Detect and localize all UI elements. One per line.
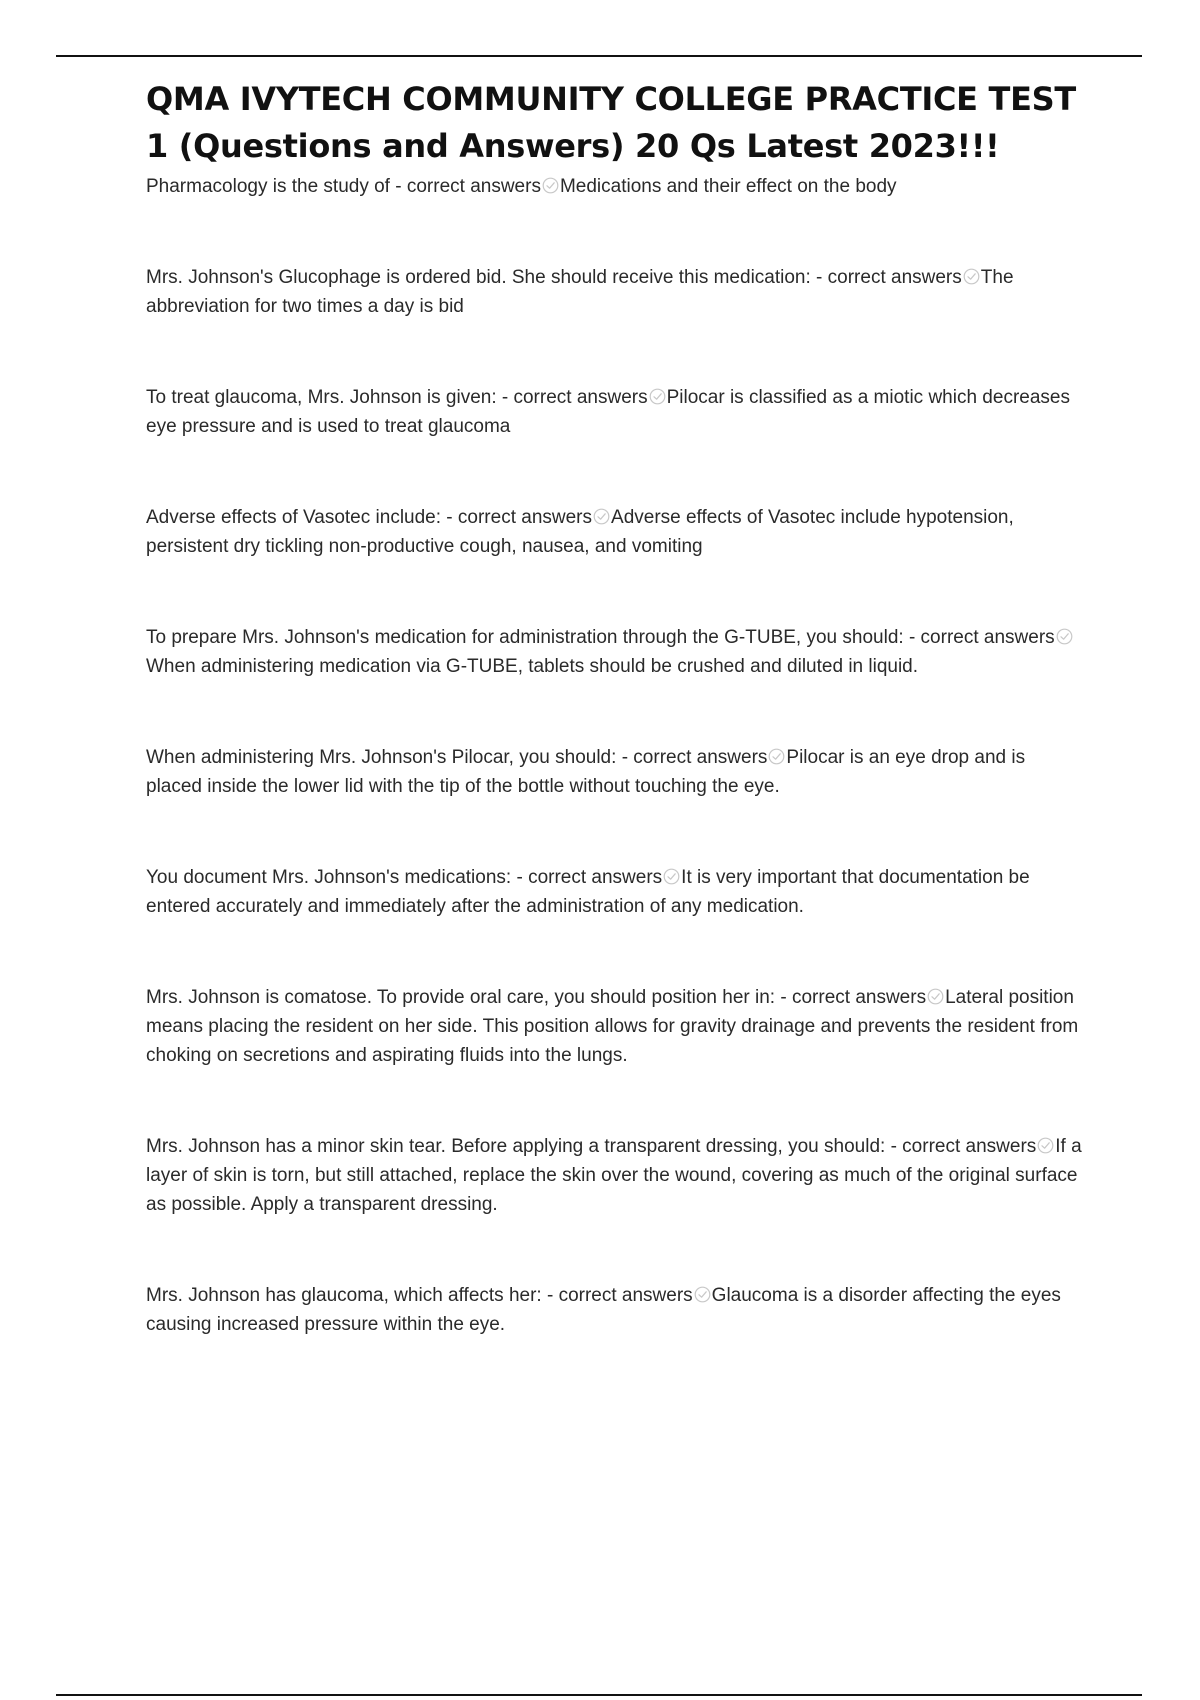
question-text: Adverse effects of Vasotec include:	[146, 507, 442, 528]
correct-answers-label: - correct answers	[616, 747, 768, 768]
check-circle-icon	[1056, 628, 1073, 645]
qa-item	[146, 383, 1086, 441]
qa-item	[146, 623, 1086, 681]
check-circle-icon	[768, 748, 785, 765]
qa-item	[146, 172, 1086, 201]
answer-text: Glaucoma is a disorder affecting the eyes causing increased pressure within the eye.	[146, 1285, 1061, 1335]
bottom-rule	[56, 1694, 1142, 1696]
correct-answers-label: - correct answers	[496, 387, 648, 408]
check-circle-icon	[649, 388, 666, 405]
answer-text: The abbreviation for two times a day is bid	[146, 267, 1014, 317]
question-text: You document Mrs. Johnson's medications:	[146, 867, 512, 888]
qa-item	[146, 863, 1086, 921]
qa-item	[146, 1132, 1086, 1219]
question-text: Mrs. Johnson has a minor skin tear. Before applying a transparent dressing, you should:	[146, 1136, 886, 1157]
page-title: QMA IVYTECH COMMUNITY COLLEGE PRACTICE TEST 1 (Questions and Answers) 20 Qs Latest 2023!!!	[146, 80, 1076, 165]
answer-text: If a layer of skin is torn, but still attached, replace the skin over the wound, covering as much of the original surface as possible. Apply a transparent dressing.	[146, 1136, 1082, 1215]
qa-item	[146, 983, 1086, 1070]
qa-item	[146, 263, 1086, 321]
correct-answers-label: - correct answers	[810, 267, 962, 288]
check-circle-icon	[927, 988, 944, 1005]
answer-text: Adverse effects of Vasotec include hypotension, persistent dry tickling non-productive cough, nausea, and vomiting	[146, 507, 1014, 557]
answer-text: Lateral position means placing the resident on her side. This position allows for gravity drainage and prevents the resident from choking on secretions and aspirating fluids into the lungs.	[146, 987, 1079, 1066]
answer-text: When administering medication via G-TUBE, tablets should be crushed and diluted in liquid.	[146, 656, 919, 677]
check-circle-icon	[1037, 1137, 1054, 1154]
check-circle-icon	[663, 868, 680, 885]
top-rule	[56, 55, 1142, 57]
answer-text: It is very important that documentation be entered accurately and immediately after the administration of any medication.	[146, 867, 1030, 917]
question-text: Pharmacology is the study of	[146, 176, 390, 197]
check-circle-icon	[542, 177, 559, 194]
question-text: To treat glaucoma, Mrs. Johnson is given:	[146, 387, 497, 408]
correct-answers-label: - correct answers	[441, 507, 593, 528]
question-text: Mrs. Johnson has glaucoma, which affects her:	[146, 1285, 542, 1306]
correct-answers-label: - correct answers	[541, 1285, 693, 1306]
qa-item	[146, 743, 1086, 801]
document-body	[146, 76, 1086, 1401]
question-text: When administering Mrs. Johnson's Pilocar, you should:	[146, 747, 617, 768]
answer-text: Pilocar is an eye drop and is placed inside the lower lid with the tip of the bottle without touching the eye.	[146, 747, 1026, 797]
qa-item	[146, 1281, 1086, 1339]
correct-answers-label: - correct answers	[389, 176, 541, 197]
correct-answers-label: - correct answers	[903, 627, 1055, 648]
question-text: Mrs. Johnson is comatose. To provide oral care, you should position her in:	[146, 987, 776, 1008]
check-circle-icon	[963, 268, 980, 285]
question-text: To prepare Mrs. Johnson's medication for administration through the G-TUBE, you should:	[146, 627, 904, 648]
correct-answers-label: - correct answers	[775, 987, 927, 1008]
qa-item	[146, 503, 1086, 561]
answer-text: Pilocar is classified as a miotic which decreases eye pressure and is used to treat glaucoma	[146, 387, 1070, 437]
correct-answers-label: - correct answers	[885, 1136, 1037, 1157]
check-circle-icon	[593, 508, 610, 525]
correct-answers-label: - correct answers	[511, 867, 663, 888]
answer-text: Medications and their effect on the body	[559, 176, 897, 197]
question-text: Mrs. Johnson's Glucophage is ordered bid. She should receive this medication:	[146, 267, 811, 288]
check-circle-icon	[694, 1286, 711, 1303]
qa-list	[146, 172, 1086, 1339]
